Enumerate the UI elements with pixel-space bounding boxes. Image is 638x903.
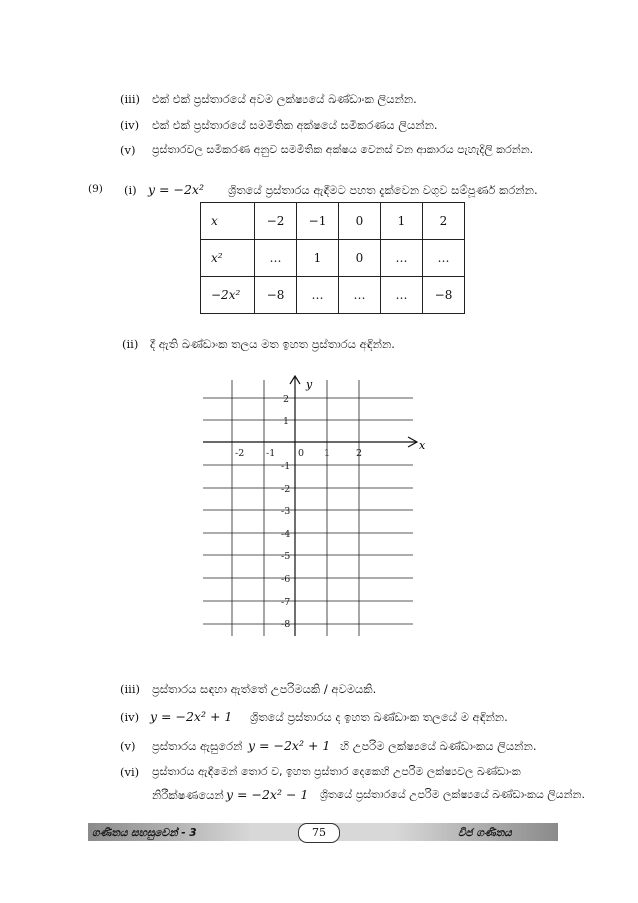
item-number: (iv) xyxy=(120,118,140,132)
table-cell: … xyxy=(381,240,423,277)
x-tick-label: 0 xyxy=(298,448,305,459)
row-label: x xyxy=(201,203,255,240)
item-number: (v) xyxy=(120,143,136,157)
coordinate-grid xyxy=(195,372,435,638)
question-number: (9) xyxy=(88,183,103,195)
y-tick-labels xyxy=(281,394,290,630)
equation: y = −2x² − 1 xyxy=(226,787,309,802)
table-cell: −2 xyxy=(255,203,297,240)
y-tick-label: -6 xyxy=(281,574,291,585)
item-text: ශ්‍රිතයේ ප්‍රස්තාරය ද ඉහත ඛණ්ඩාංක තලයේ ම අඳින්න. xyxy=(250,710,508,724)
y-tick-label: 2 xyxy=(283,394,290,405)
item-text: ප්‍රස්තාරය සඳහා ඇත්තේ උපරිමයකි / අවමයකි. xyxy=(152,682,377,696)
y-axis-label: y xyxy=(306,378,313,391)
footer-left-text: ගණිතය සහසුවෙන් - 3 xyxy=(92,827,197,839)
y-tick-label: -5 xyxy=(281,551,291,562)
row-label: x² xyxy=(201,240,255,277)
item-text: දී ඇති ඛණ්ඩාංක තලය මත ඉහත ප්‍රස්තාරය අඳින්න. xyxy=(150,337,395,351)
y-tick-label: -4 xyxy=(281,529,291,540)
x-tick-label: 2 xyxy=(356,448,363,459)
axes xyxy=(203,376,417,636)
equation: y = −2x² + 1 xyxy=(150,709,233,724)
item-number: (iii) xyxy=(120,682,141,696)
row-label: −2x² xyxy=(201,277,255,314)
table-cell: −8 xyxy=(255,277,297,314)
item-text: ශ්‍රිතයේ ප්‍රස්තාරය ඇඳීමට පහත දැක්වෙන වගුව සම්පූර්ණ කරන්න. xyxy=(228,183,538,197)
equation: y = −2x² + 1 xyxy=(248,738,331,753)
x-axis-label: x xyxy=(419,439,426,452)
item-number: (ii) xyxy=(122,337,139,351)
y-tick-label: -7 xyxy=(281,597,291,608)
table-cell: … xyxy=(381,277,423,314)
item-number: (v) xyxy=(120,739,136,753)
grid-lines xyxy=(203,380,413,636)
x-tick-label: -1 xyxy=(266,448,276,459)
x-tick-labels xyxy=(235,448,362,459)
item-text: ප්‍රස්තාරවල සමීකරණ අනුව සමමිතික අක්ෂය වෙනස් වන ආකාරය පැහැදිලි කරන්න. xyxy=(152,143,534,156)
item-number: (iii) xyxy=(120,92,141,106)
item-text: හි උපරිම ලක්ෂ්‍යයේ ඛණ්ඩාංකය ලියන්න. xyxy=(340,739,537,753)
y-tick-label: -8 xyxy=(281,619,291,630)
table-cell: … xyxy=(423,240,465,277)
table-cell: 0 xyxy=(339,240,381,277)
equation: y = −2x² xyxy=(148,182,204,197)
x-tick-label: -2 xyxy=(235,448,245,459)
y-tick-label: -2 xyxy=(281,484,291,495)
table-cell: 0 xyxy=(339,203,381,240)
item-text: එක් එක් ප්‍රස්තාරයේ සමමිතික අක්ෂයේ සමීකරණය ලියන්න. xyxy=(152,118,438,132)
y-tick-label: -1 xyxy=(281,461,291,472)
table-row xyxy=(201,203,465,240)
item-number: (i) xyxy=(124,183,137,197)
value-table xyxy=(200,202,465,314)
page-number: 75 xyxy=(298,823,340,843)
table-cell: … xyxy=(255,240,297,277)
table-cell: −8 xyxy=(423,277,465,314)
item-text: නිරීක්ෂණයෙන් xyxy=(152,788,224,802)
item-text: ප්‍රස්තාරය ඇඳීමෙන් තොර ව, ඉහත ප්‍රස්තාර දෙකෙහි උපරිම ලක්ෂ්‍යවල ඛණ්ඩාංක xyxy=(152,765,521,778)
table-cell: 1 xyxy=(297,240,339,277)
y-tick-label: 1 xyxy=(283,416,290,427)
item-number: (iv) xyxy=(120,710,140,724)
item-text: එක් එක් ප්‍රස්තාරයේ අවම ලක්ෂ්‍යයේ ඛණ්ඩාංක ලියන්න. xyxy=(152,92,417,106)
table-row xyxy=(201,277,465,314)
table-cell: … xyxy=(339,277,381,314)
item-number: (vi) xyxy=(120,765,140,779)
table-row xyxy=(201,240,465,277)
table-cell: 2 xyxy=(423,203,465,240)
item-text: ශ්‍රිතයේ ප්‍රස්තාරයේ උපරිම ලක්ෂ්‍යයේ ඛණ්ඩාංකය ලියන්න. xyxy=(320,788,585,801)
y-tick-label: -3 xyxy=(281,506,291,517)
item-text: ප්‍රස්තාරය ඇසුරෙන් xyxy=(152,739,243,753)
table-cell: … xyxy=(297,277,339,314)
x-tick-label: 1 xyxy=(324,448,331,459)
table-cell: −1 xyxy=(297,203,339,240)
footer-right-text: විජ ගණිතය xyxy=(458,827,512,839)
table-cell: 1 xyxy=(381,203,423,240)
